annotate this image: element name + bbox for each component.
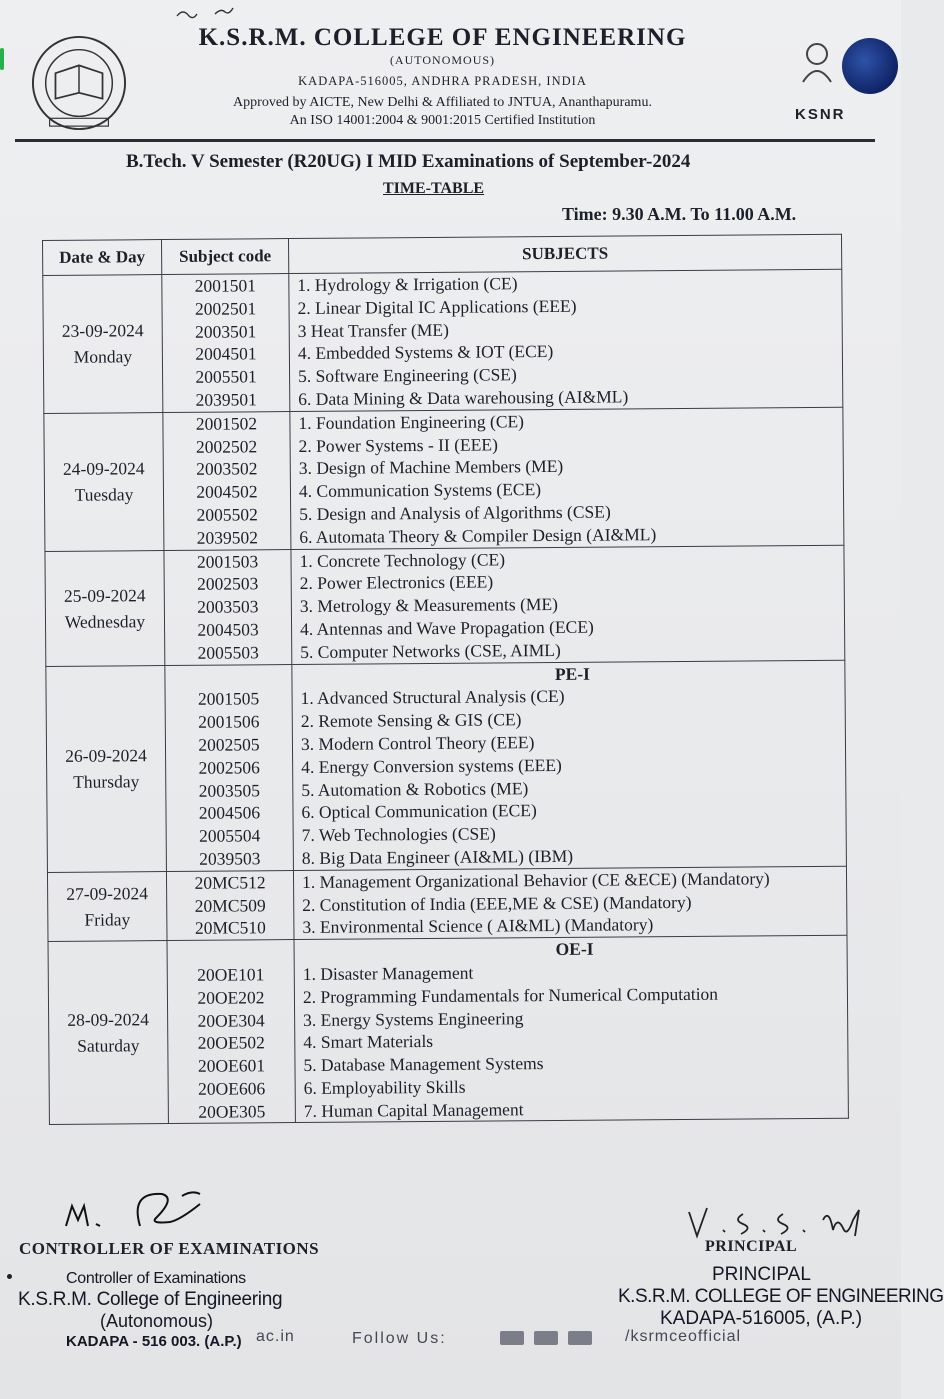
- subject-name: 7. Human Capital Management: [303, 1098, 524, 1121]
- subject-code: 2004501: [195, 343, 257, 365]
- subject-code: 2002505: [198, 734, 260, 755]
- table-row: [43, 269, 843, 413]
- subject-name: 3. Design of Machine Members (ME): [298, 456, 564, 479]
- table-row: [47, 866, 847, 942]
- date-day-cell: [48, 941, 168, 1125]
- exam-date: 23-09-2024: [61, 320, 144, 342]
- date-day-cell: [47, 871, 167, 941]
- subject-name: 4. Energy Conversion systems (EEE): [301, 754, 562, 777]
- subject-code: 2003503: [197, 596, 259, 617]
- exam-day: Thursday: [73, 771, 140, 792]
- exam-time: Time: 9.30 A.M. To 11.00 A.M.: [562, 204, 797, 224]
- subject-code: 20MC512: [194, 871, 266, 893]
- subject-name: 5. Design and Analysis of Algorithms (CSE): [299, 501, 611, 524]
- exam-date: 24-09-2024: [62, 458, 145, 480]
- principal-signature: [683, 1200, 883, 1242]
- date-day-cell: [43, 275, 163, 414]
- subject-name: 2. Power Systems - II (EEE): [298, 434, 498, 456]
- subject-code: 20MC510: [194, 917, 266, 939]
- coe-stamp-line4: KADAPA - 516 003. (A.P.): [66, 1333, 242, 1350]
- date-day-cell: [44, 412, 164, 551]
- table-row: [46, 660, 847, 872]
- subjects-cell: [291, 545, 845, 664]
- right-logo-text: KSNR: [795, 106, 846, 123]
- subject-code: 2002502: [195, 435, 258, 457]
- iso-line: An ISO 14001:2004 & 9001:2015 Certified Institution: [289, 113, 596, 128]
- subject-name: 6. Optical Communication (ECE): [301, 800, 537, 823]
- subject-name: 1. Management Organizational Behavior (CE &ECE) (Mandatory): [301, 868, 770, 892]
- subject-code: 2002503: [197, 573, 259, 595]
- subject-name: 2. Programming Fundamentals for Numerical Computation: [302, 983, 719, 1007]
- subject-name: 3 Heat Transfer (ME): [297, 319, 449, 341]
- principal-stamp-line2: K.S.R.M. COLLEGE OF ENGINEERING: [618, 1286, 944, 1307]
- subjects-cell: [294, 935, 848, 1123]
- subject-code: 2005502: [196, 504, 258, 525]
- section-spacer: [165, 665, 291, 689]
- subject-name: 1. Advanced Structural Analysis (CE): [300, 686, 565, 709]
- subject-code: 2004502: [196, 481, 258, 502]
- subject-code: 2001505: [197, 688, 260, 710]
- subject-name: 3. Modern Control Theory (EEE): [300, 732, 535, 754]
- subject-name: 2. Linear Digital IC Applications (EEE): [297, 295, 577, 318]
- subject-code: 20OE606: [198, 1078, 266, 1099]
- coe-stamp-line2: K.S.R.M. College of Engineering: [18, 1289, 283, 1310]
- subject-name: 2. Power Electronics (EEE): [299, 571, 494, 594]
- subject-name: 3. Metrology & Measurements (ME): [299, 594, 559, 617]
- social-icons: [500, 1331, 602, 1350]
- header-divider: [15, 139, 875, 142]
- coe-stamp-line1: Controller of Examinations: [66, 1270, 246, 1287]
- subject-code-cell: [163, 411, 291, 550]
- subject-name: 3. Environmental Science ( AI&ML) (Mandatory): [302, 914, 654, 938]
- exam-day: Monday: [73, 346, 133, 368]
- subject-name: 4. Embedded Systems & IOT (ECE): [297, 341, 554, 364]
- subject-code: 2001501: [194, 275, 257, 296]
- subjects-cell: [292, 660, 847, 871]
- coe-title: CONTROLLER OF EXAMINATIONS: [19, 1239, 320, 1258]
- subject-code: 20OE101: [197, 964, 265, 985]
- subject-code-cell: [164, 549, 292, 665]
- subject-name: 8. Big Data Engineer (AI&ML) (IBM): [301, 845, 574, 868]
- subject-code: 2005501: [195, 366, 257, 387]
- social-handle[interactable]: /ksrmceofficial: [625, 1328, 742, 1345]
- subject-code-cell: [166, 870, 294, 940]
- subject-name: 5. Database Management Systems: [303, 1053, 544, 1076]
- subject-code: 2004506: [198, 802, 261, 824]
- founder-portrait-icon: [800, 40, 834, 84]
- subject-code: 2005503: [197, 642, 259, 663]
- subject-code: 2001503: [196, 550, 259, 572]
- subject-name: 1. Disaster Management: [302, 962, 474, 984]
- subject-name: 5. Software Engineering (CSE): [297, 364, 517, 387]
- coe-signature: [62, 1186, 222, 1236]
- subject-code: 20OE601: [197, 1055, 266, 1076]
- subject-name: 1. Hydrology & Irrigation (CE): [297, 273, 518, 295]
- exam-day: Saturday: [77, 1035, 140, 1057]
- follow-us-label: Follow Us:: [352, 1330, 447, 1347]
- subject-code: 20MC509: [194, 894, 266, 916]
- subject-code: 2004503: [197, 619, 259, 640]
- exam-date: 26-09-2024: [65, 745, 147, 766]
- instagram-icon[interactable]: [534, 1331, 558, 1345]
- subjects-cell: [293, 866, 847, 940]
- date-day-cell: [46, 665, 167, 872]
- coe-stamp-line3: (Autonomous): [100, 1311, 214, 1331]
- col-subjects: SUBJECTS: [288, 234, 841, 273]
- subject-code-cell: [165, 664, 294, 871]
- subject-name: 4. Smart Materials: [303, 1031, 434, 1053]
- subject-name: 4. Antennas and Wave Propagation (ECE): [299, 616, 594, 639]
- exam-date: 25-09-2024: [63, 584, 146, 606]
- section-heading: OE-I: [555, 938, 594, 960]
- subject-code: 2001502: [195, 413, 258, 434]
- approval-line: Approved by AICTE, New Delhi & Affiliated to JNTUA, Ananthapuramu.: [233, 95, 652, 110]
- college-logo-icon: [30, 34, 128, 132]
- table-row: [48, 935, 848, 1125]
- subject-code: 2003505: [198, 779, 261, 801]
- subject-code: 2001506: [198, 711, 260, 732]
- subject-code: 20OE304: [197, 1009, 265, 1031]
- subject-code: 2003502: [196, 458, 258, 480]
- subject-name: 6. Automata Theory & Compiler Design (AI&ML): [299, 523, 657, 547]
- subject-code: 2005504: [198, 825, 261, 846]
- principal-stamp-line1: PRINCIPAL: [712, 1264, 811, 1285]
- subject-code-cell: [162, 274, 290, 413]
- section-heading: PE-I: [554, 663, 590, 684]
- subject-code: 2002501: [194, 298, 257, 319]
- facebook-icon[interactable]: [500, 1331, 524, 1345]
- autonomous-label: (AUTONOMOUS): [389, 53, 496, 67]
- table-row: [44, 407, 844, 551]
- subject-code: 2002506: [198, 757, 260, 778]
- subject-name: 2. Constitution of India (EEE,ME & CSE) (Mandatory): [302, 891, 692, 915]
- subject-name: 4. Communication Systems (ECE): [298, 479, 542, 502]
- pen-scribble-icon: [175, 4, 245, 22]
- subject-code: 20OE502: [197, 1032, 265, 1054]
- subject-code: 2003501: [195, 320, 257, 342]
- subject-name: 1. Concrete Technology (CE): [299, 548, 506, 571]
- subject-name: 6. Employability Skills: [303, 1076, 466, 1098]
- subject-name: 7. Web Technologies (CSE): [301, 823, 496, 846]
- subject-name: 3. Energy Systems Engineering: [303, 1007, 524, 1030]
- college-name: K.S.R.M. COLLEGE OF ENGINEERING: [198, 24, 687, 51]
- exam-title: B.Tech. V Semester (R20UG) I MID Examinations of September-2024: [126, 151, 691, 172]
- subjects-cell: [289, 269, 843, 411]
- exam-day: Wednesday: [64, 610, 146, 632]
- exam-day: Tuesday: [74, 484, 134, 505]
- subject-code-cell: [167, 940, 295, 1124]
- subject-code: 2039501: [195, 389, 257, 410]
- section-spacer: [168, 940, 294, 964]
- col-date-day: Date & Day: [43, 240, 162, 276]
- blue-seal-icon: [842, 38, 898, 94]
- table-row: [45, 545, 845, 666]
- exam-day: Friday: [84, 909, 131, 930]
- subject-name: 2. Remote Sensing & GIS (CE): [300, 709, 522, 732]
- footer-url[interactable]: ac.in: [256, 1328, 295, 1345]
- col-subject-code: Subject code: [162, 239, 289, 275]
- principal-title: PRINCIPAL: [705, 1238, 798, 1255]
- bullet-dot: [7, 1274, 12, 1279]
- principal-stamp-line3: KADAPA-516005, (A.P.): [660, 1308, 863, 1329]
- subject-name: 5. Automation & Robotics (ME): [301, 777, 529, 800]
- subject-code: 2039502: [196, 527, 259, 548]
- subject-name: 6. Data Mining & Data warehousing (AI&ML): [298, 386, 629, 409]
- subject-code: 2039503: [199, 848, 261, 869]
- subject-name: 5. Computer Networks (CSE, AIML): [300, 639, 561, 662]
- edge-marker: [0, 48, 4, 70]
- subject-code: 20OE305: [198, 1100, 266, 1122]
- exam-date: 27-09-2024: [66, 883, 149, 904]
- subjects-cell: [290, 407, 844, 549]
- date-day-cell: [45, 550, 165, 666]
- college-address: KADAPA-516005, ANDHRA PRADESH, INDIA: [298, 74, 587, 88]
- subject-code: 20OE202: [197, 986, 265, 1008]
- timetable: [42, 234, 849, 1126]
- subject-name: 1. Foundation Engineering (CE): [298, 411, 525, 433]
- exam-date: 28-09-2024: [67, 1009, 150, 1031]
- twitter-icon[interactable]: [568, 1331, 592, 1345]
- timetable-heading: TIME-TABLE: [383, 180, 485, 197]
